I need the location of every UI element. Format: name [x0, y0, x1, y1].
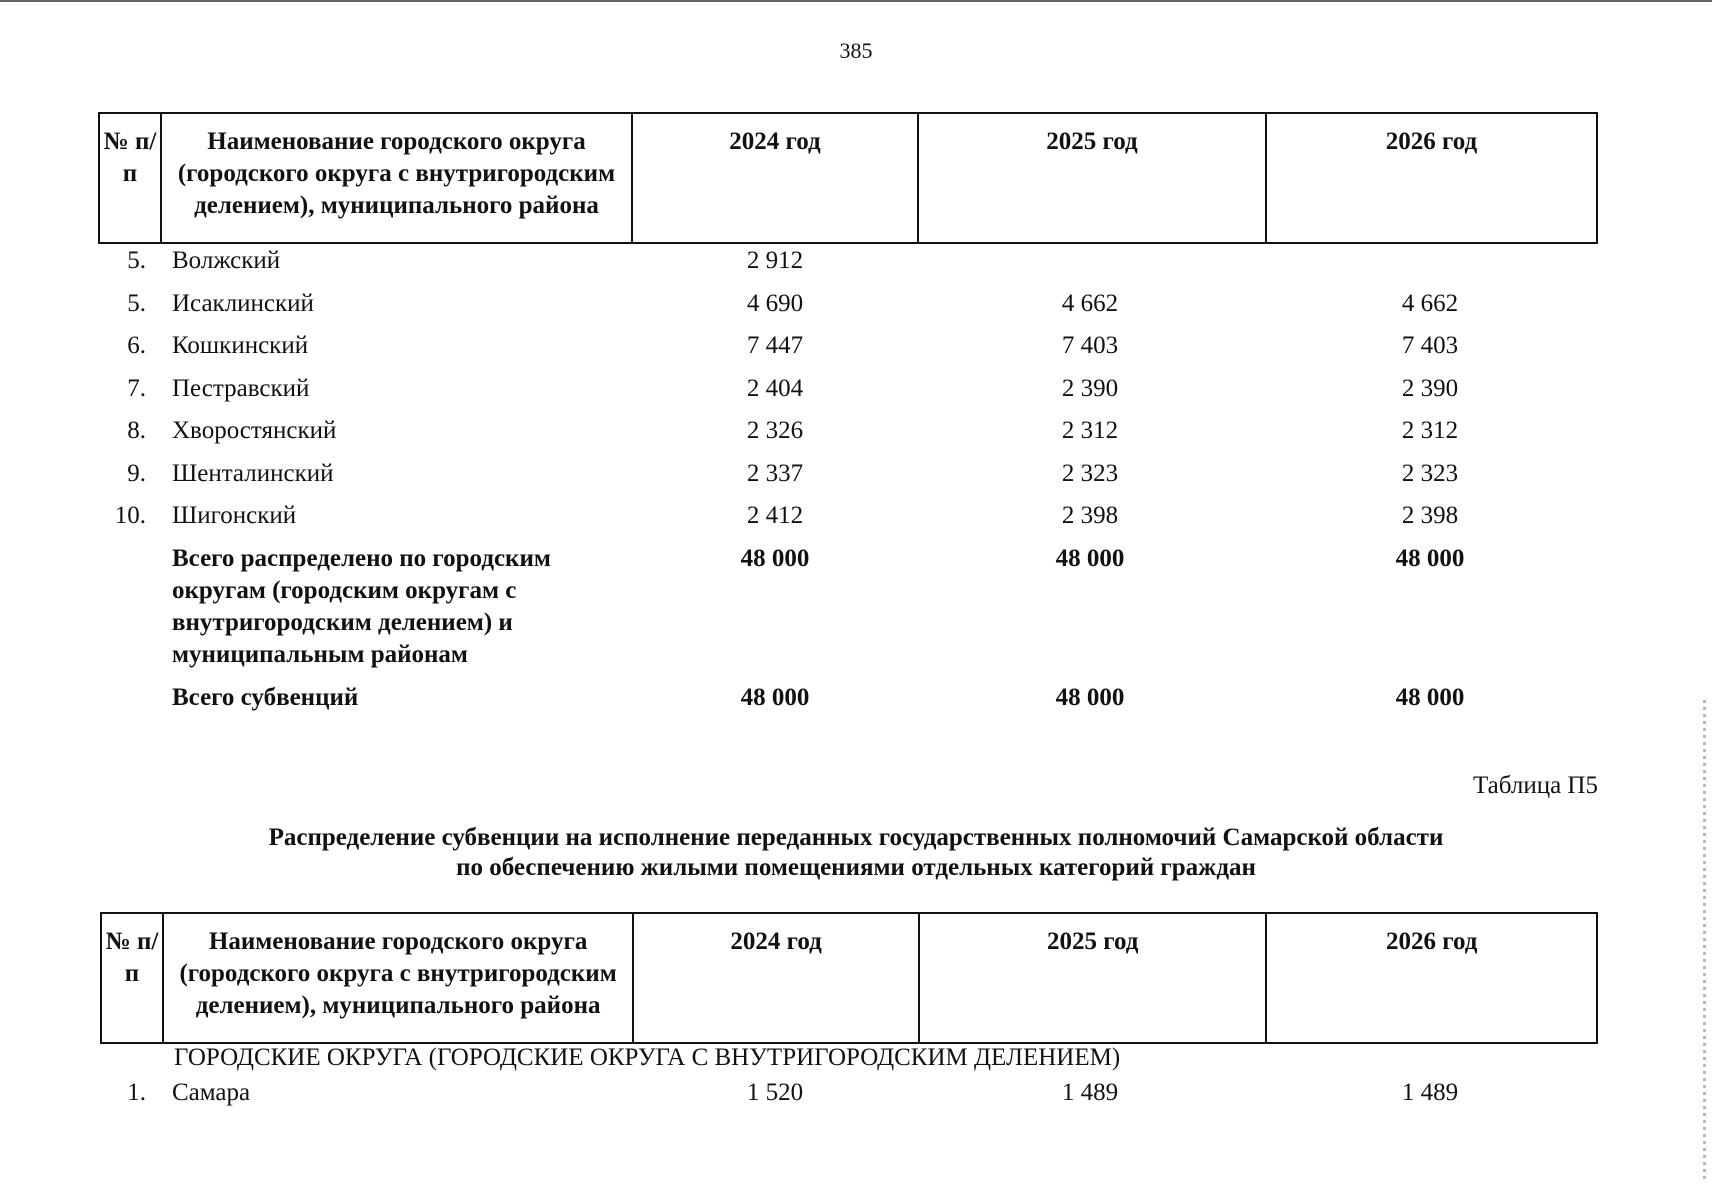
row-value-2026: 2 390 — [1401, 375, 1459, 402]
row-value-2025: 2 323 — [1061, 460, 1119, 487]
row-num: 9. — [127, 460, 146, 487]
page-number: 385 — [839, 38, 873, 63]
row-value-2024: 1 520 — [746, 1079, 804, 1106]
row-value-2024: 2 404 — [746, 375, 804, 402]
row-value-2026: 2 312 — [1401, 417, 1459, 444]
total-subventions-2026: 48 000 — [1395, 684, 1465, 711]
row-num: 6. — [127, 332, 146, 359]
row-name: Исаклинский — [172, 290, 314, 317]
total-distributed-2024: 48 000 — [740, 545, 810, 572]
row-num: 10. — [114, 502, 146, 529]
row-name: Самара — [172, 1079, 251, 1106]
table1-header — [98, 112, 1598, 244]
scan-edge-artifact — [1703, 700, 1706, 1180]
row-value-2024: 4 690 — [746, 290, 804, 317]
row-name: Пестравский — [172, 375, 310, 402]
row-num: 5. — [127, 290, 146, 317]
row-value-2025: 2 398 — [1061, 502, 1119, 529]
row-value-2024: 2 912 — [746, 247, 804, 274]
total-subventions-label: Всего субвенций — [172, 684, 359, 711]
row-num: 5. — [127, 247, 146, 274]
row-value-2025: 2 312 — [1061, 417, 1119, 444]
header-year-2025: 2025 год — [920, 914, 1268, 1042]
row-value-2024: 7 447 — [746, 332, 804, 359]
row-value-2026: 2 323 — [1401, 460, 1459, 487]
row-name: Хворостянский — [172, 417, 337, 444]
header-year-2026: 2026 год — [1386, 928, 1478, 955]
header-year-2026: 2026 год — [1385, 128, 1478, 155]
scan-top-border — [0, 0, 1712, 2]
table-label: Таблица П5 — [1473, 772, 1598, 799]
header-num: № п/п — [102, 914, 164, 1042]
row-name: Шенталинский — [172, 460, 334, 487]
row-value-2025: 2 390 — [1061, 375, 1119, 402]
table-caption-line2: по обеспечению жилыми помещениями отдельных категорий граждан — [456, 854, 1256, 881]
row-value-2025: 7 403 — [1061, 332, 1119, 359]
row-name: Шигонский — [172, 502, 297, 529]
row-num: 1. — [127, 1079, 146, 1106]
row-value-2024: 2 326 — [746, 417, 804, 444]
header-year-2024: 2024 год — [634, 914, 920, 1042]
row-num: 8. — [127, 417, 146, 444]
row-value-2026: 1 489 — [1401, 1079, 1459, 1106]
row-value-2025: 1 489 — [1061, 1079, 1119, 1106]
header-name: Наименование городского округа (городского округа с внутригородским делением), муниципального района — [162, 114, 633, 242]
header-year-2024: 2024 год — [633, 114, 919, 242]
row-value-2024: 2 337 — [746, 460, 804, 487]
row-value-2026: 2 398 — [1401, 502, 1459, 529]
row-name: Кошкинский — [172, 332, 309, 359]
row-value-2026: 7 403 — [1401, 332, 1459, 359]
header-name: Наименование городского округа (городского округа с внутригородским делением), муниципального района — [164, 914, 634, 1042]
header-num: № п/п — [100, 114, 162, 242]
table-caption-line1: Распределение субвенции на исполнение переданных государственных полномочий Самарской области — [268, 824, 1444, 851]
total-distributed-2025: 48 000 — [1055, 545, 1125, 572]
row-value-2026: 4 662 — [1401, 290, 1459, 317]
total-distributed-2026: 48 000 — [1395, 545, 1465, 572]
section-heading: ГОРОДСКИЕ ОКРУГА (ГОРОДСКИЕ ОКРУГА С ВНУТРИГОРОДСКИМ ДЕЛЕНИЕМ) — [174, 1044, 1121, 1071]
total-subventions-2025: 48 000 — [1055, 684, 1125, 711]
row-value-2025: 4 662 — [1061, 290, 1119, 317]
row-num: 7. — [127, 375, 146, 402]
header-year-2025: 2025 год — [919, 114, 1267, 242]
row-value-2024: 2 412 — [746, 502, 804, 529]
row-name: Волжский — [172, 247, 281, 274]
total-distributed-label: Всего распределено по городским округам (городским округам с внутригородским делением) и муниципальным районам — [172, 545, 551, 668]
table2-header — [100, 912, 1598, 1044]
total-subventions-2024: 48 000 — [740, 684, 810, 711]
